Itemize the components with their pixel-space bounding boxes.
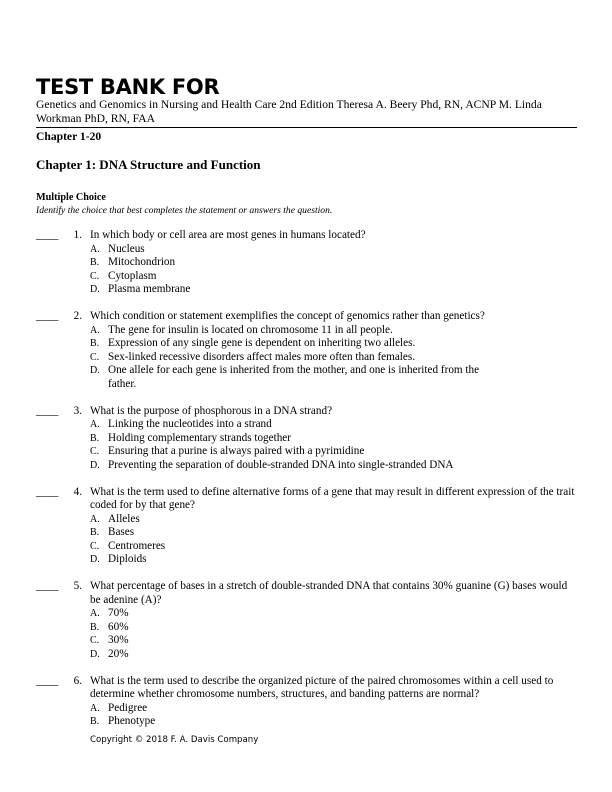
question-number: 5. [73,580,82,593]
choice-letter: A. [90,702,100,714]
choice-letter: C. [90,270,100,282]
answer-choice [0,553,508,567]
question-item [0,580,612,662]
answer-choice [0,621,508,635]
answer-choice [0,256,508,270]
choice-text: Expression of any single gene is dependent on inheriting two alleles. [108,337,416,350]
question-number: 6. [73,674,82,687]
answer-blank: ____ [36,674,59,687]
choice-letter: D. [90,284,100,296]
choice-letter: A. [90,419,100,431]
answer-choice [0,445,508,459]
question-list [0,229,612,742]
choice-letter: D. [90,459,100,471]
choice-letter: B. [90,257,100,269]
answer-choice [0,513,508,527]
answer-choice [0,459,508,473]
answer-blank: ____ [36,404,59,417]
answer-choices [0,243,612,297]
choice-text: Bases [108,526,135,539]
choice-text: Sex-linked recessive disorders affect males more often than females. [108,350,416,363]
section-label: Multiple Choice [36,192,106,203]
question-text: What is the term used to describe the organized picture of the paired chromosomes within a cell used to determine whether chromosome numbers, structures, and banding patterns are normal? [90,674,554,701]
instructions-text: Identify the choice that best completes the statement or answers the question. [36,205,333,216]
choice-letter: C. [90,446,100,458]
question-text: In which body or cell area are most genes in humans located? [90,229,366,241]
answer-blank: ____ [36,485,59,498]
question-number: 2. [73,309,82,322]
answer-choice [0,540,508,554]
header-divider [36,127,577,128]
choice-letter: A. [90,608,100,620]
choice-text: 60% [108,620,129,633]
answer-blank: ____ [36,309,59,322]
choice-text: Plasma membrane [108,283,191,296]
question-item [0,486,612,568]
question-text: Which condition or statement exemplifies the concept of genomics rather than genetics? [90,309,485,322]
answer-choices [0,513,612,567]
choice-text: Pedigree [108,701,148,714]
answer-choice [0,607,508,621]
chapter-range: Chapter 1-20 [36,130,102,143]
choice-text: Cytoplasm [108,269,157,282]
choice-text: Alleles [108,512,140,525]
choice-text: 30% [108,634,129,647]
question-item [0,310,612,392]
answer-choices [0,607,612,661]
answer-choice [0,364,508,391]
answer-choice [0,418,508,432]
choice-text: 70% [108,607,129,620]
choice-letter: A. [90,513,100,525]
answer-choice [0,243,508,257]
question-number: 4. [73,485,82,498]
choice-letter: C. [90,540,100,552]
question-text: What is the term used to define alternative forms of a gene that may result in different expression of the trait coded for by that gene? [90,485,575,512]
choice-letter: A. [90,243,100,255]
choice-letter: B. [90,432,100,444]
answer-choices [0,702,612,729]
question-item [0,405,612,473]
choice-letter: B. [90,527,100,539]
question-item [0,229,612,297]
answer-choice [0,270,508,284]
choice-letter: C. [90,351,100,363]
chapter-heading: Chapter 1: DNA Structure and Function [36,157,261,172]
answer-blank: ____ [36,229,59,241]
answer-choice [0,702,508,716]
answer-choice [0,324,508,338]
choice-text: Diploids [108,553,147,566]
answer-blank: ____ [36,580,59,593]
choice-letter: C. [90,635,100,647]
choice-letter: A. [90,324,100,336]
choice-text: Mitochondrion [108,256,176,269]
answer-choice [0,351,508,365]
choice-text: Centromeres [108,539,166,552]
answer-choice [0,432,508,446]
answer-choices [0,324,612,392]
answer-choice [0,337,508,351]
choice-text: Preventing the separation of double-stranded DNA into single-stranded DNA [108,458,454,471]
answer-choice [0,526,508,540]
answer-choice [0,283,508,297]
choice-text: Ensuring that a purine is always paired with a pyrimidine [108,445,365,458]
question-number: 3. [73,404,82,417]
book-subtitle: Genetics and Genomics in Nursing and Health Care 2nd Edition Theresa A. Beery Phd, RN, ACNP M. Linda Workman PhD, RN, FAA [36,98,542,125]
choice-letter: D. [90,554,100,566]
choice-text: Nucleus [108,242,145,255]
choice-text: 20% [108,648,129,661]
choice-text: One allele for each gene is inherited from the mother, and one is inherited from the father. [108,364,480,390]
question-item [0,675,612,729]
question-number: 1. [73,229,82,241]
question-text: What is the purpose of phosphorous in a DNA strand? [90,404,333,417]
question-text: What percentage of bases in a stretch of double-stranded DNA that contains 30% guanine (G) bases would be adenine (A)? [90,580,568,606]
choice-letter: B. [90,338,100,350]
choice-text: Phenotype [108,715,156,728]
choice-letter: D. [90,365,100,377]
choice-text: Linking the nucleotides into a strand [108,418,272,431]
document-title: TEST BANK FOR [36,75,220,99]
answer-choice [0,648,508,662]
copyright-footer: Copyright © 2018 F. A. Davis Company [90,735,259,745]
choice-letter: B. [90,716,100,728]
answer-choices [0,418,612,472]
choice-text: Holding complementary strands together [108,431,291,444]
choice-text: The gene for insulin is located on chromosome 11 in all people. [108,323,393,336]
choice-letter: B. [90,621,100,633]
answer-choice [0,634,508,648]
choice-letter: D. [90,649,100,661]
answer-choice [0,715,508,729]
